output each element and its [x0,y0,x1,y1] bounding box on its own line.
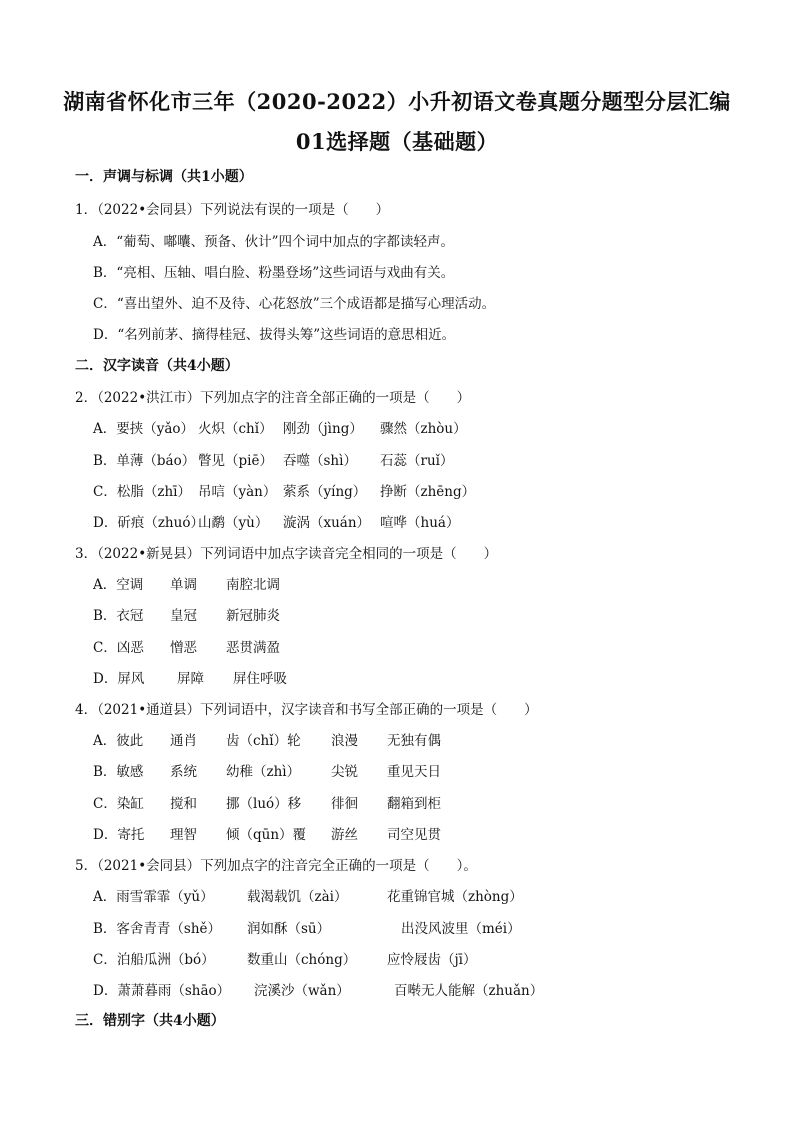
question-4-stem: 4．（2021•通道县）下列词语中，汉字读音和书写全部正确的一项是（ ） [75,702,538,718]
option-term: 尖锐 [331,764,358,780]
option-term: A．彼此 [93,733,144,749]
option-term: 骤然（zhòu） [380,421,467,437]
option-term: 吊唁（yàn） [198,484,277,500]
option-term: 应怜屐齿（jī） [387,952,477,968]
option-term: 出没风波里（méi） [401,921,521,937]
option-term: 幼稚（zhì） [226,764,301,780]
option-term: 挪（luó）移 [226,796,302,812]
option-term: B．客舍青青（shě） [93,921,222,937]
option-term: C．凶恶 [93,640,144,656]
question-1-option-a: A．“葡萄、嘟囔、预备、伙计”四个词中加点的字都读轻声。 [93,234,455,250]
option-term: 倾（qūn）覆 [226,827,307,843]
option-term: C．松脂（zhī） [93,484,191,500]
question-1-option-c: C．“喜出望外、迫不及待、心花怒放”三个成语都是描写心理活动。 [93,296,496,312]
option-term: 皇冠 [170,608,197,624]
option-term: D．萧萧暮雨（shāo） [93,983,231,999]
option-term: 游丝 [331,827,358,843]
option-term: B．衣冠 [93,608,144,624]
question-1-stem: 1．（2022•会同县）下列说法有误的一项是（ ） [75,202,390,218]
option-term: 石蕊（ruǐ） [380,453,454,469]
option-term: 司空见贯 [387,827,441,843]
option-term: B．单薄（báo） [93,453,196,469]
option-term: A．空调 [93,577,144,593]
option-term: 吞噬（shì） [283,453,357,469]
question-1-option-b: B．“亮相、压轴、唱白脸、粉墨登场”这些词语与戏曲有关。 [93,265,455,281]
section-heading-pronunciation: 二．汉字读音（共4小题） [75,358,239,374]
option-term: 系统 [170,764,197,780]
doc-title-line2: 01选择题（基础题） [295,129,499,154]
option-term: 翻箱到柜 [387,796,441,812]
option-term: 理智 [170,827,197,843]
option-term: A．要挟（yǎo） [93,421,195,437]
question-2-stem: 2．（2022•洪江市）下列加点字的注音全部正确的一项是（ ） [75,390,471,406]
option-term: 瞥见（piē） [198,453,273,469]
option-term: C．染缸 [93,796,144,812]
option-term: D．斫痕（zhuó） [93,515,204,531]
option-term: 新冠肺炎 [226,608,280,624]
option-term: 数重山（chóng） [247,952,357,968]
section-heading-typos: 三．错别字（共4小题） [75,1013,225,1029]
option-term: 重见天日 [387,764,441,780]
option-term: C．泊船瓜洲（bó） [93,952,215,968]
option-term: 屏住呼吸 [233,671,287,687]
question-3-stem: 3．（2022•新晃县）下列词语中加点字读音完全相同的一项是（ ） [75,546,498,562]
option-term: 南腔北调 [226,577,280,593]
option-term: 通肖 [170,733,197,749]
option-term: A．雨雪霏霏（yǔ） [93,889,214,905]
question-1-option-d: D．“名列前茅、摘得桂冠、拔得头筹”这些词语的意思相近。 [93,327,456,343]
option-term: 徘徊 [331,796,358,812]
option-term: 刚劲（jìng） [283,421,363,437]
option-term: 漩涡（xuán） [283,515,371,531]
option-term: 花重锦官城（zhòng） [387,889,523,905]
option-term: 百啭无人能解（zhuǎn） [394,983,544,999]
option-term: D．屏风 [93,671,145,687]
option-term: D．寄托 [93,827,145,843]
option-term: 无独有偶 [387,733,441,749]
option-term: 搅和 [170,796,197,812]
doc-title-line1: 湖南省怀化市三年（2020-2022）小升初语文卷真题分题型分层汇编 [63,89,731,114]
option-term: 单调 [170,577,197,593]
option-term: 喧哗（huá） [380,515,460,531]
question-5-stem: 5．（2021•会同县）下列加点字的注音完全正确的一项是（ ）。 [75,858,477,874]
option-term: 载渴载饥（zài） [247,889,348,905]
section-heading-tones: 一．声调与标调（共1小题） [75,169,253,185]
option-term: 恶贯满盈 [226,640,280,656]
option-term: 润如酥（sū） [247,921,331,937]
option-term: 屏障 [177,671,204,687]
option-term: 浪漫 [331,733,358,749]
option-term: 浣溪沙（wǎn） [254,983,350,999]
option-term: 挣断（zhēng） [380,484,476,500]
option-term: B．敏感 [93,764,144,780]
option-term: 火炽（chǐ） [198,421,273,437]
option-term: 齿（chǐ）轮 [226,733,301,749]
option-term: 山鹬（yù） [198,515,269,531]
option-term: 萦系（yíng） [283,484,367,500]
option-term: 憎恶 [170,640,197,656]
